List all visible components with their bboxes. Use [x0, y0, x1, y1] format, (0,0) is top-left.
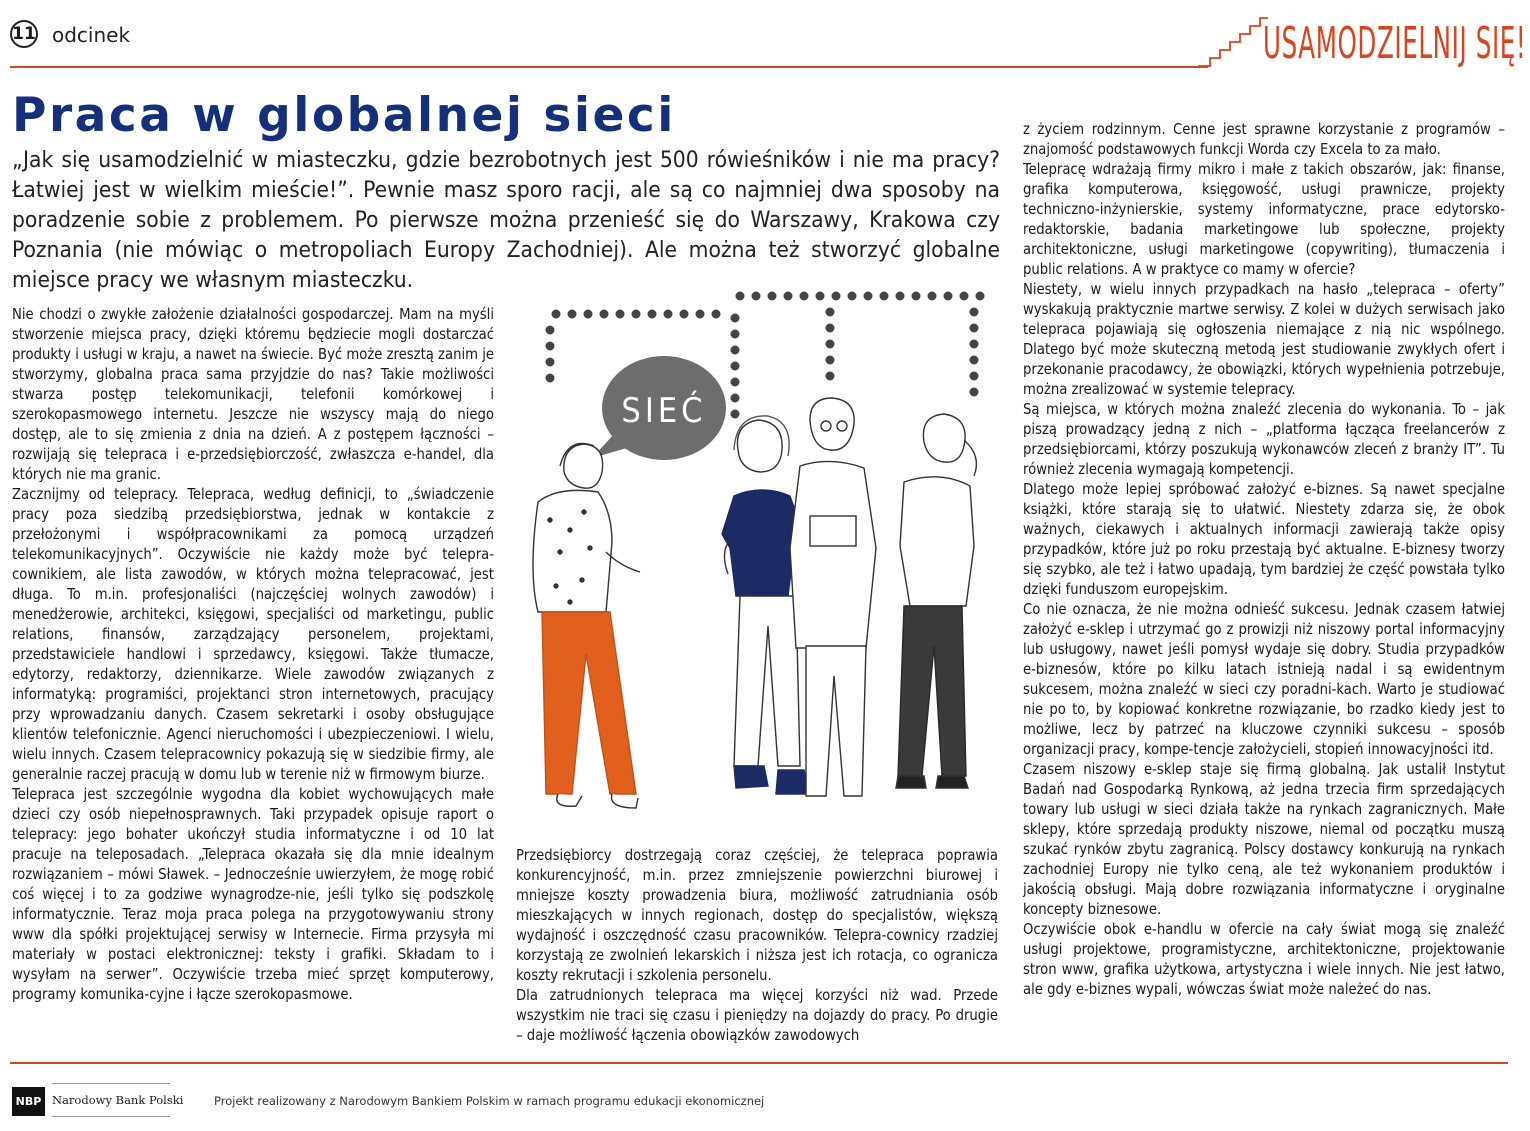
article-title: Praca w globalnej sieci [12, 88, 676, 143]
stairs-icon [1196, 14, 1268, 70]
episode-label: odcinek [52, 23, 131, 47]
left-column [12, 305, 494, 1005]
logo-divider [52, 1116, 170, 1117]
paragraph: Zacznijmy od telepracy. Telepraca, według definicji, to „świadczenie pracy poza siedzibą przedsiębiorstwa, jednak w kontakcie z przełożonymi i współpracownikami za pomocą urządzeń telekomunikacyjnych”. Oczywiście nie każdy może być telepra-cownikiem, ale lista zawodów, w których można telepracować, jest długa. To m.in. profesjonaliści (najczęściej wolnych zawodów) i menedżerowie, architekci, księgowi, specjaliści od marketingu, public relations, finansów, zarządzający personelem, projektami, przedstawiciele handlowi i sprzedawcy, księgowi. Także tłumacze, edytorzy, redaktorzy, dziennikarze. Wiele zawodów związanych z informatyką: programiści, projektanci stron internetowych, pracujący przy wprowadzaniu danych. Czasem sekretarki i osoby obsługujące klientów telefonicznie. Agenci nieruchomości i ubezpieczeniowi. I wielu, wielu innych. Czasem telepracownicy pokazują się w siedzibie firmy, ale generalnie raczej pracują w domu lub w terenie niż w firmowym biurze. [12, 486, 494, 783]
paragraph: z życiem rodzinnym. Cenne jest sprawne korzystanie z programów – znajomość podstawowych funkcji Worda czy Excela to za mało. [1023, 121, 1505, 158]
speech-bubble [592, 356, 726, 460]
paragraph: Nie chodzi o zwykłe założenie działalności gospodarczej. Mam na myśli stworzenie miejsca pracy, dzięki któremu będziecie mogli dostarczać produkty i usługi w kraju, a nawet na świecie. Być może zresztą zanim je stworzymy, globalna praca sama przyjdzie do nas? Takie możliwości stwarza postęp telekomunikacji, telefonii komórkowej i szerokopasmowego internetu. Jeszcze nie wszyscy mają do niego dostęp, ale to się zmienia z dnia na dzień. A z postępem łączności – rozwijają się telepraca i e-przedsiębiorczość, zwłaszcza e-handel, dla których nie ma granic. [12, 306, 495, 483]
article-lead: „Jak się usamodzielnić w miasteczku, gdzie bezrobotnych jest 500 rówieśników i nie ma pracy? Łatwiej jest w wielkim mieście!”. Pewnie masz sporo racji, ale są co najmniej dwa sposoby na poradzenie sobie z problemem. Po pierwsze można przenieść się do Warszawy, Krakowa czy Poznania (nie mówiąc o metropoliach Europy Zachodniej). Ale można też stworzyć globalne miejsce pracy we własnym miasteczku. [12, 147, 1000, 293]
paragraph: Telepraca jest szczególnie wygodna dla kobiet wychowujących małe dzieci czy osób niepełnosprawnych. Taki przypadek opisuje raport o telepracy: jego bohater ukończył studia informatyczne i od 10 lat pracuje na teleposadach. „Telepraca okazała się dla mnie idealnym rozwiązaniem – mówi Sławek. – Jednocześnie uwierzyłem, że mogę robić coś więcej i to za godziwe wynagrodze-nie, jeśli tylko się podszkolę informatycznie. Teraz moja praca polega na przygotowywaniu strony www dla spółki projektującej serwisy w Internecie. Firma przysyła mi materiały w postaci elektronicznej: teksty i grafiki. Składam to i wysyłam na serwer”. Oczywiście trzeba mieć sprzęt komputerowy, programy komunika-cyjne i łącze szerokopasmowe. [12, 786, 494, 1003]
person-orange-trousers [533, 444, 640, 809]
paragraph: Dlatego może lepiej spróbować założyć e-biznes. Są nawet specjalne książki, które starają się to ułatwić. Niestety zdarza się, że obok ważnych, ciekawych i aktualnych informacji zawierają także opisy przypadków, które już po roku przestają być aktualne. E-biznesy tworzy się szybko, ale też i łatwo upadają, tym bardziej że część powstała tylko dzięki funduszom europejskim. [1023, 481, 1505, 598]
episode-number-badge: 11 [10, 20, 38, 48]
person-man-glasses [790, 398, 876, 796]
nbp-logo-name: Narodowy Bank Polski [52, 1093, 184, 1107]
paragraph: Niestety, w wielu innych przypadkach na hasło „telepraca – oferty” wyskakują praktycznie martwe serwisy. Z kolei w dużych serwisach jako telepraca pojawiają się ogłoszenia niemające z nią nic wspólnego. Dlatego być może skuteczną metodą jest studiowanie zwykłych ofert i przekonanie pracodawcy, że obowiązki, których wypełnienia potrzebuje, można zrealizować w systemie telepracy. [1023, 281, 1505, 398]
paragraph: Dla zatrudnionych telepraca ma więcej korzyści niż wad. Przede wszystkim nie traci się czasu i pieniędzy na dojazdy do pracy. Po drugie – daje możliwość łączenia obowiązków zawodowych [516, 987, 998, 1044]
footer-rule [10, 1062, 1508, 1064]
paragraph: Co nie oznacza, że nie można odnieść sukcesu. Jednak czasem łatwiej założyć e-sklep i utrzymać go z prowizji niż niszowy portal informacyjny lub usługowy, nawet jeśli pomysł wydaje się dobry. Studia przypadków e-biznesów, które po kilku latach istnieją nadal i są ewidentnym sukcesem, można znaleźć w sieci czy poradni-kach. Warto je studiować nie po to, by kopiować konkretne rozwiązanie, bo rzadko kiedy jest to możliwe, lecz by patrzeć na kluczowe czynniki sukcesu – sposób organizacji pracy, kompe-tencje założycieli, stopień innowacyjności itd. [1023, 601, 1505, 758]
paragraph: Czasem niszowy e-sklep staje się firmą globalną. Jak ustalił Instytut Badań nad Gospodarką Rynkową, aż jedna trzecia firm sprzedających towary lub usługi w sieci działa także na rynkach zagranicznych. Małe sklepy, które sprzedają produkty niszowe, niemal od początku muszą szukać rynków zbytu zagranicą. Polscy dostawcy konkurują na rynkach zachodniej Europy nie tylko ceną, ale też wykonaniem produktów i jakością obsługi. Mają dobre rozwiązania informatyczne i oryginalne koncepty biznesowe. [1023, 761, 1505, 918]
right-column [1023, 120, 1505, 1000]
paragraph: Są miejsca, w których można znaleźć zlecenia do wykonania. To – jak piszą prowadzący jedną z nich – „platforma łącząca freelancerów z przedsiębiorcami, którzy poszukują wykonawców zleceń z branży IT”. Tu również zlecenia wymagają kompetencji. [1023, 401, 1505, 478]
middle-column [516, 846, 998, 1046]
person-grey-trousers [896, 414, 976, 788]
network-illustration [520, 290, 1000, 830]
header-rule [10, 66, 1208, 68]
footer-note: Projekt realizowany z Narodowym Bankiem Polskim w ramach programu edukacji ekonomicznej [214, 1094, 765, 1108]
series-brand: USAMODZIELNIJ SIĘ! [1263, 18, 1527, 69]
paragraph: Telepracę wdrażają firmy mikro i małe z takich obszarów, jak: finanse, grafika komputerowa, księgowość, usługi prawnicze, projekty techniczno-inżynierskie, systemy informatyczne, prace edytorsko-redaktorskie, badania marketingowe lub społeczne, projekty architektoniczne, usługi marketingowe (copywriting), tłumaczenia i public relations. A w praktyce co mamy w ofercie? [1023, 161, 1505, 278]
speech-bubble-text: SIEĆ [621, 391, 707, 431]
paragraph: Przedsiębiorcy dostrzegają coraz częściej, że telepraca poprawia konkurencyjność, m.in. przez zmniejszenie powierzchni biurowej i mniejsze koszty prowadzenia biura, możliwość zatrudniania osób mieszkających w innych regionach, dostęp do specjalistów, większą wydajność i oszczędność czasu pracowników. Telepra-cownicy rzadziej korzystają ze zwolnień lekarskich i niższa jest ich rotacja, co ogranicza koszty rekrutacji i szkolenia personelu. [516, 847, 998, 984]
logo-divider [52, 1083, 170, 1084]
paragraph: Oczywiście obok e-handlu w ofercie na cały świat mogą się znaleźć usługi projektowe, programistyczne, architektoniczne, projektowanie stron www, grafika użytkowa, artystyczna i wiele innych. Nie jest łatwo, ale gdy e-biznes wypali, wówczas świat może należeć do nas. [1023, 921, 1505, 998]
nbp-logo: NBP [12, 1087, 45, 1116]
